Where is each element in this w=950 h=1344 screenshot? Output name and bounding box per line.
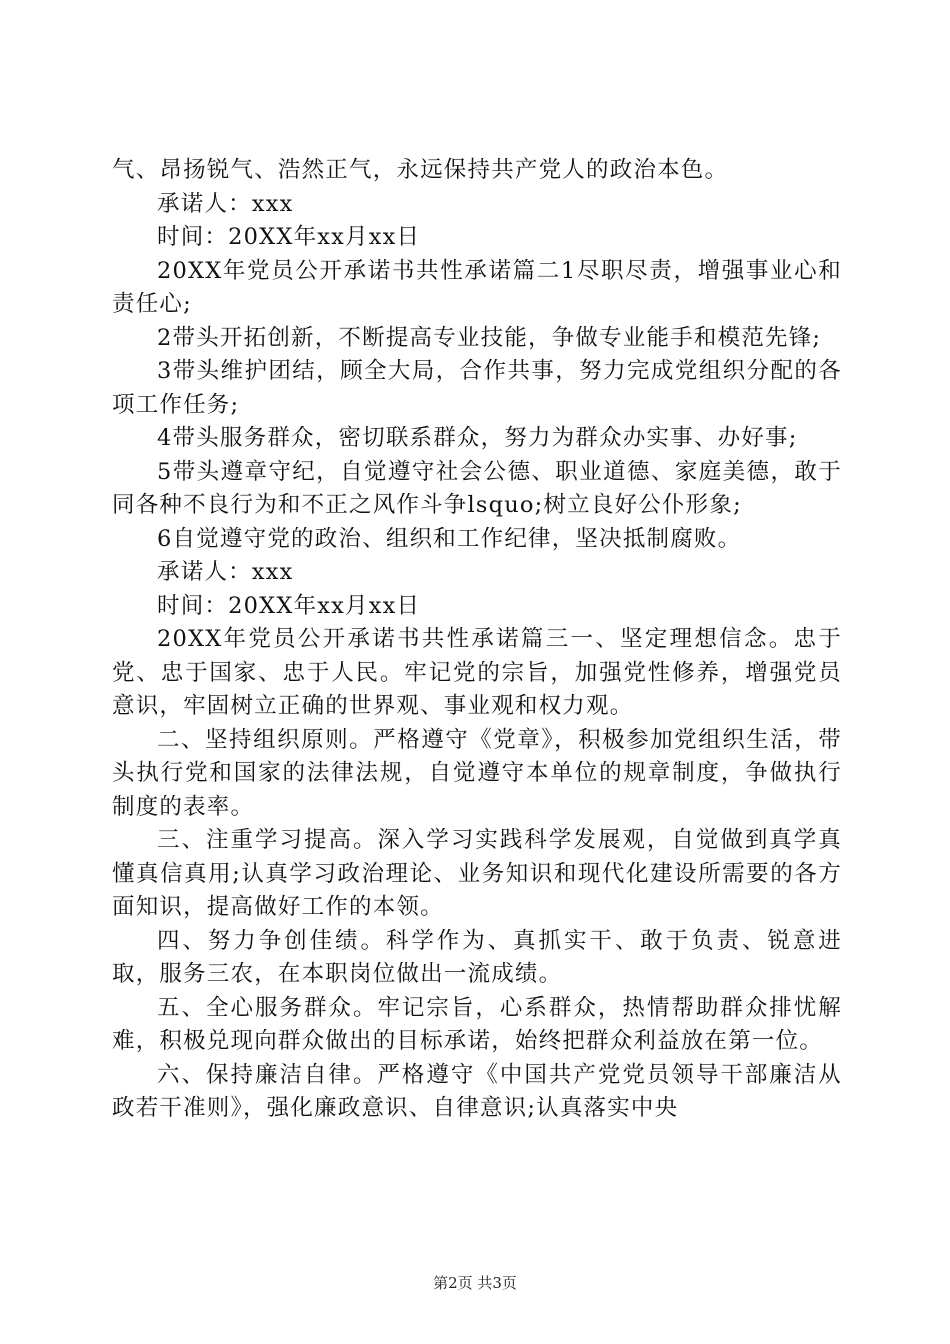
paragraph: 6自觉遵守党的政治、组织和工作纪律，坚决抵制腐败。 <box>157 525 742 552</box>
paragraph: 气、昂扬锐气、浩然正气，永远保持共产党人的政治本色。 <box>112 157 729 183</box>
paragraph: 4带头服务群众，密切联系群众，努力为群众办实事、办好事; <box>157 425 798 451</box>
date-line: 时间：20XX年xx月xx日 <box>157 592 421 619</box>
paragraph: 3带头维护团结，顾全大局，合作共事，努力完成党组织分配的各项工作任务; <box>112 358 842 418</box>
date-line: 时间：20XX年xx月xx日 <box>157 224 421 250</box>
paragraph: 四、努力争创佳绩。科学作为、真抓实干、敢于负责、锐意进取，服务三农，在本职岗位做出一流成绩。 <box>112 927 842 987</box>
document-body <box>112 154 842 1126</box>
page-number-footer: 第2页 共3页 <box>433 1274 517 1292</box>
signatory-line: 承诺人：xxx <box>157 559 294 585</box>
signatory-line: 承诺人：xxx <box>157 190 294 217</box>
paragraph: 二、坚持组织原则。严格遵守《党章》，积极参加党组织生活，带头执行党和国家的法律法规，自觉遵守本单位的规章制度，争做执行制度的表率。 <box>112 726 842 820</box>
paragraph: 2带头开拓创新，不断提高专业技能，争做专业能手和模范先锋; <box>157 324 822 351</box>
paragraph: 5带头遵章守纪，自觉遵守社会公德、职业道德、家庭美德，敢于同各种不良行为和不正之风作斗争lsquo;树立良好公仆形象; <box>112 458 842 518</box>
paragraph: 三、注重学习提高。深入学习实践科学发展观，自觉做到真学真懂真信真用;认真学习政治理论、业务知识和现代化建设所需要的各方面知识，提高做好工作的本领。 <box>112 827 842 920</box>
paragraph: 五、全心服务群众。牢记宗旨，心系群众，热情帮助群众排忧解难，积极兑现向群众做出的目标承诺，始终把群众利益放在第一位。 <box>112 994 842 1054</box>
paragraph: 六、保持廉洁自律。严格遵守《中国共产党党员领导干部廉洁从政若干准则》，强化廉政意识、自律意识;认真落实中央 <box>112 1061 842 1121</box>
paragraph: 20XX年党员公开承诺书共性承诺篇二1尽职尽责，增强事业心和责任心; <box>112 257 842 317</box>
paragraph: 20XX年党员公开承诺书共性承诺篇三一、坚定理想信念。忠于党、忠于国家、忠于人民。牢记党的宗旨，加强党性修养，增强党员意识，牢固树立正确的世界观、事业观和权力观。 <box>112 626 842 719</box>
